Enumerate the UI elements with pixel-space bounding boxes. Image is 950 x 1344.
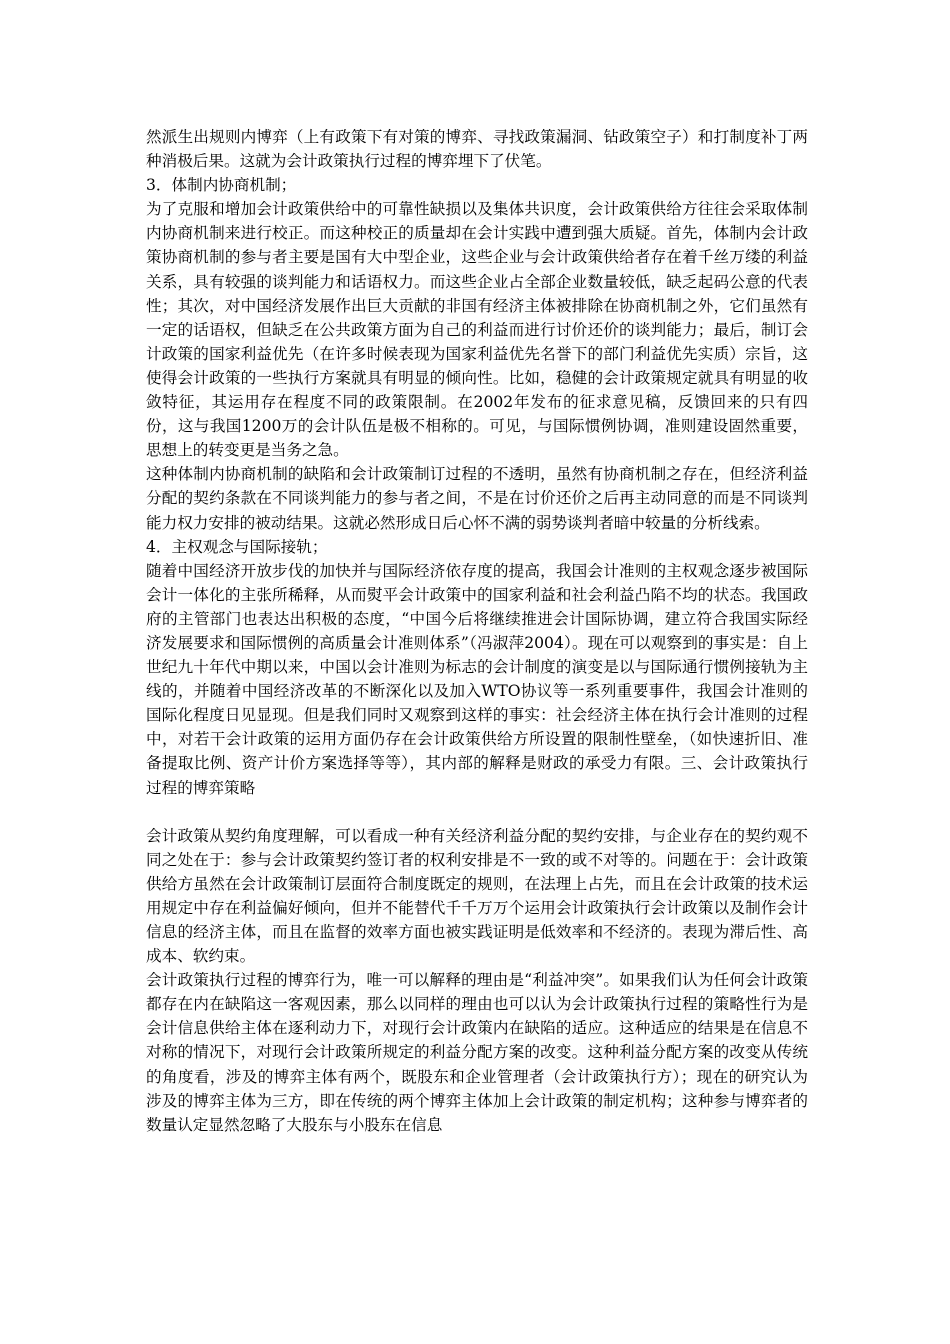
document-page — [146, 125, 808, 1137]
paragraph-internal-negotiation: 为了克服和增加会计政策供给中的可靠性缺损以及集体共识度，会计政策供给方往往会采取体制内协商机制来进行校正。而这种校正的质量却在会计实践中遭到强大质疑。首先，体制内会计政策协商机制的参与者主要是国有大中型企业，这些企业与会计政策供给者存在着千丝万缕的利益关系，具有较强的谈判能力和话语权力。而这些企业占全部企业数量较低，缺乏起码公意的代表性；其次，对中国经济发展作出巨大贡献的非国有经济主体被排除在协商机制之外，它们虽然有一定的话语权，但缺乏在公共政策方面为自己的利益而进行讨价还价的谈判能力；最后，制订会计政策的国家利益优先（在许多时候表现为国家利益优先名誉下的部门利益优先实质）宗旨，这使得会计政策的一些执行方案就具有明显的倾向性。比如，稳健的会计政策规定就具有明显的收敛特征，其运用存在程度不同的政策限制。在2002年发布的征求意见稿，反馈回来的只有四份，这与我国1200万的会计队伍是极不相称的。可见，与国际惯例协调，准则建设固然重要，思想上的转变更是当务之急。 — [146, 200, 808, 460]
blank-line — [146, 800, 808, 824]
paragraph-negotiation-defects: 这种体制内协商机制的缺陷和会计政策制订过程的不透明，虽然有协商机制之存在，但经济利益分配的契约条款在不同谈判能力的参与者之间，不是在讨价还价之后再主动同意的而是不同谈判能力权力安排的被动结果。这就必然形成日后心怀不满的弱势谈判者暗中较量的分析线索。 — [146, 465, 808, 532]
paragraph-continuation: 然派生出规则内博弈（上有政策下有对策的博弈、寻找政策漏洞、钻政策空子）和打制度补丁两种消极后果。这就为会计政策执行过程的博弈埋下了伏笔。 — [146, 128, 808, 171]
paragraph-contract-view: 会计政策从契约角度理解，可以看成一种有关经济利益分配的契约安排，与企业存在的契约观不同之处在于：参与会计政策契约签订者的权利安排是不一致的或不对等的。问题在于：会计政策供给方虽然在会计政策制订层面符合制度既定的规则，在法理上占先，而且在会计政策的技术运用规定中存在利益偏好倾向，但并不能替代千千万万个运用会计政策执行会计政策以及制作会计信息的经济主体，而且在监督的效率方面也被实践证明是低效率和不经济的。表现为滞后性、高成本、软约束。 — [146, 826, 808, 966]
paragraph-game-behavior: 会计政策执行过程的博弈行为，唯一可以解释的理由是“利益冲突”。如果我们认为任何会计政策都存在内在缺陷这一客观因素，那么以同样的理由也可以认为会计政策执行过程的策略性行为是会计信息供给主体在逐利动力下，对现行会计政策内在缺陷的适应。这种适应的结果是在信息不对称的情况下，对现行会计政策所规定的利益分配方案的改变。这种利益分配方案的改变从传统的角度看，涉及的博弈主体有两个，既股东和企业管理者（会计政策执行方）；现在的研究认为涉及的博弈主体为三方，即在传统的两个博弈主体加上会计政策的制定机构；这种参与博弈者的数量认定显然忽略了大股东与小股东在信息 — [146, 971, 808, 1134]
paragraph-sovereignty: 随着中国经济开放步伐的加快并与国际经济依存度的提高，我国会计准则的主权观念逐步被国际会计一体化的主张所稀释，从而熨平会计政策中的国家利益和社会利益凸陷不均的状态。我国政府的主管部门也表达出积极的态度，“中国今后将继续推进会计国际协调，建立符合我国实际经济发展要求和国际惯例的高质量会计准则体系”（冯淑萍2004）。现在可以观察到的事实是：自上世纪九十年代中期以来，中国以会计准则为标志的会计制度的演变是以与国际通行惯例接轨为主线的，并随着中国经济改革的不断深化以及加入WTO协议等一系列重要事件，我国会计准则的国际化程度日见显现。但是我们同时又观察到这样的事实：社会经济主体在执行会计准则的过程中，对若干会计政策的运用方面仍存在会计政策供给方所设置的限制性壁垒，（如快速折旧、准备提取比例、资产计价方案选择等等），其内部的解释是财政的承受力有限。三、会计政策执行过程的博弈策略 — [146, 561, 808, 797]
section-heading-3: 3．体制内协商机制； — [146, 176, 297, 195]
section-heading-4: 4．主权观念与国际接轨； — [146, 537, 328, 556]
